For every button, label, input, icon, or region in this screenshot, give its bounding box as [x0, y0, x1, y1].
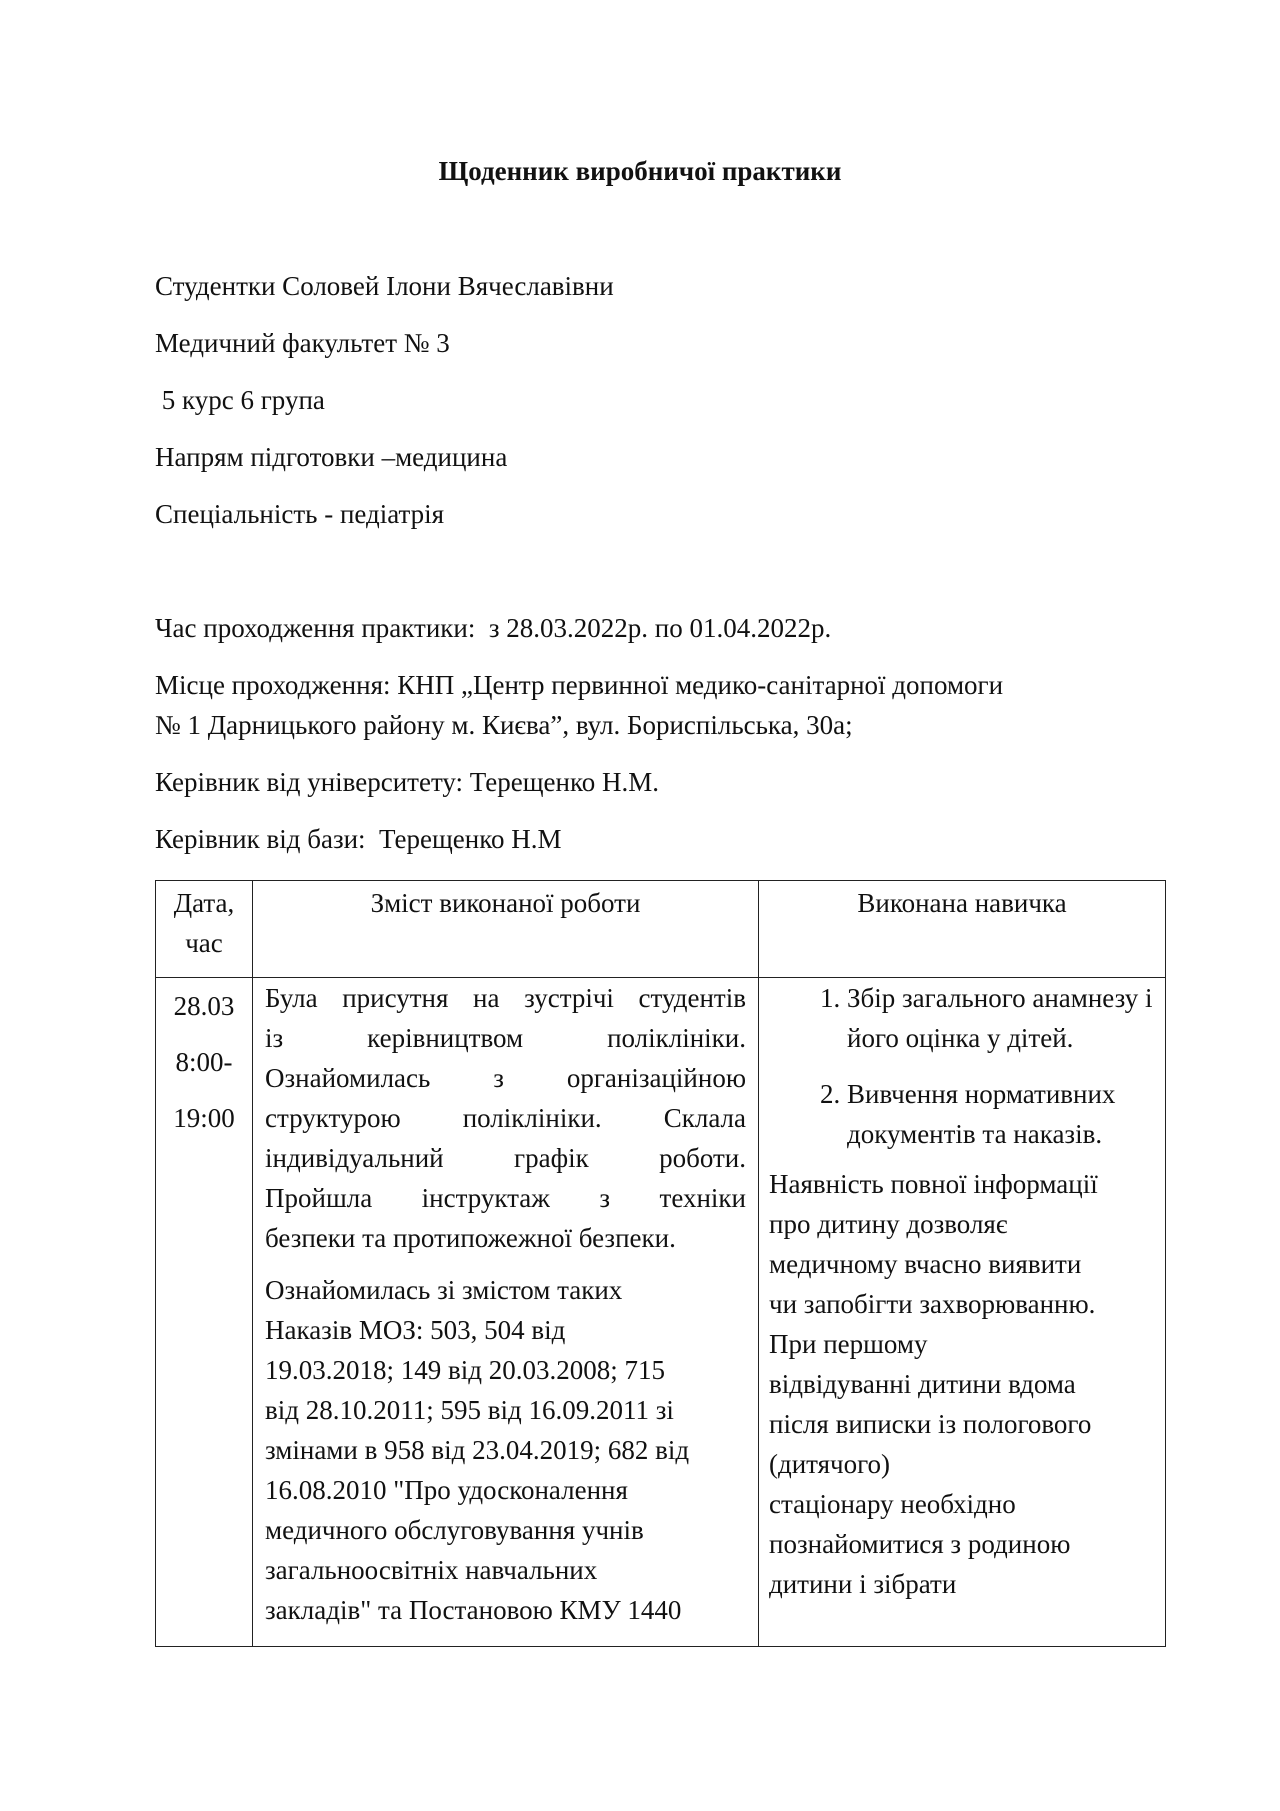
page-title: Щоденник виробничої практики [438, 156, 842, 186]
skill-text-line: (дитячого) [769, 1449, 891, 1479]
supervisor-university: Керівник від університету: Терещенко Н.М. [155, 767, 659, 797]
content-p2-line: змінами в 958 від 23.04.2019; 682 від [265, 1435, 690, 1465]
header-date-line2: час [185, 928, 223, 958]
specialty: Спеціальність - педіатрія [155, 499, 445, 529]
header-skill: Виконана навичка [759, 881, 1166, 978]
course-group: 5 курс 6 група [155, 385, 325, 415]
date-cell [156, 978, 253, 1647]
training-direction: Напрям підготовки –медицина [155, 442, 508, 472]
content-line: із керівництвом поліклініки. [265, 1023, 746, 1053]
skill-text-line: після виписки із пологового [769, 1409, 1092, 1439]
skill-text-line: При першому [769, 1329, 928, 1359]
header-content: Зміст виконаної роботи [253, 881, 759, 978]
skill-text-line: відвідуванні дитини вдома [769, 1369, 1076, 1399]
header-date [156, 881, 253, 978]
practice-period: Час проходження практики: з 28.03.2022р. по 01.04.2022р. [155, 613, 832, 643]
content-p2-line: закладів" та Постановою КМУ 1440 [265, 1595, 682, 1625]
row-time-start: 8:00- [175, 1047, 233, 1077]
table-header-row [156, 881, 1166, 978]
skill-list [769, 978, 1155, 1154]
skill-text-line: про дитину дозволяє [769, 1209, 1008, 1239]
skill-item: 2. Вивчення нормативних документів та наказів. [847, 1074, 1155, 1154]
content-p2-line: медичного обслуговування учнів [265, 1515, 644, 1545]
skill-text-line: дитини і зібрати [769, 1569, 957, 1599]
skill-text-line: медичному вчасно виявити [769, 1249, 1082, 1279]
practice-place-line1: Місце проходження: КНП „Центр первинної медико-санітарної допомоги [155, 670, 1004, 700]
skill-item: 1. Збір загального анамнезу і його оцінка у дітей. [847, 978, 1155, 1058]
content-line: Була присутня на зустрічі студентів [265, 983, 746, 1013]
content-p2-line: Наказів МОЗ: 503, 504 від [265, 1315, 566, 1345]
row-date: 28.03 [173, 991, 235, 1021]
skill-cell [759, 978, 1166, 1647]
content-line: безпеки та протипожежної безпеки. [265, 1223, 676, 1253]
content-p2-line: загальноосвітніх навчальних [265, 1555, 598, 1585]
table-row [156, 978, 1166, 1647]
faculty: Медичний факультет № 3 [155, 328, 450, 358]
content-p2-line: Ознайомилась зі змістом таких [265, 1275, 623, 1305]
supervisor-base: Керівник від бази: Терещенко Н.М [155, 824, 562, 854]
row-time-end: 19:00 [173, 1103, 235, 1133]
student-name: Студентки Соловей Ілони Вячеславівни [155, 271, 614, 301]
content-p2-line: 19.03.2018; 149 від 20.03.2008; 715 [265, 1355, 665, 1385]
content-paragraph-2 [265, 1270, 746, 1630]
content-line: Пройшла інструктаж з техніки [265, 1183, 746, 1213]
content-p2-line: від 28.10.2011; 595 від 16.09.2011 зі [265, 1395, 674, 1425]
header-date-line1: Дата, [173, 888, 235, 918]
practice-place-line2: № 1 Дарницького району м. Києва”, вул. Бориспільська, 30а; [155, 710, 853, 740]
content-line: структурою поліклініки. Склала [265, 1103, 746, 1133]
content-cell [253, 978, 759, 1647]
skill-description [769, 1164, 1155, 1604]
content-line: Ознайомилась з організаційною [265, 1063, 746, 1093]
skill-text-line: Наявність повної інформації [769, 1169, 1098, 1199]
content-line: індивідуальний графік роботи. [265, 1143, 746, 1173]
practice-diary-table [155, 880, 1166, 1647]
content-p2-line: 16.08.2010 "Про удосконалення [265, 1475, 628, 1505]
skill-text-line: познайомитися з родиною [769, 1529, 1071, 1559]
skill-text-line: чи запобігти захворюванню. [769, 1289, 1096, 1319]
skill-text-line: стаціонару необхідно [769, 1489, 1016, 1519]
